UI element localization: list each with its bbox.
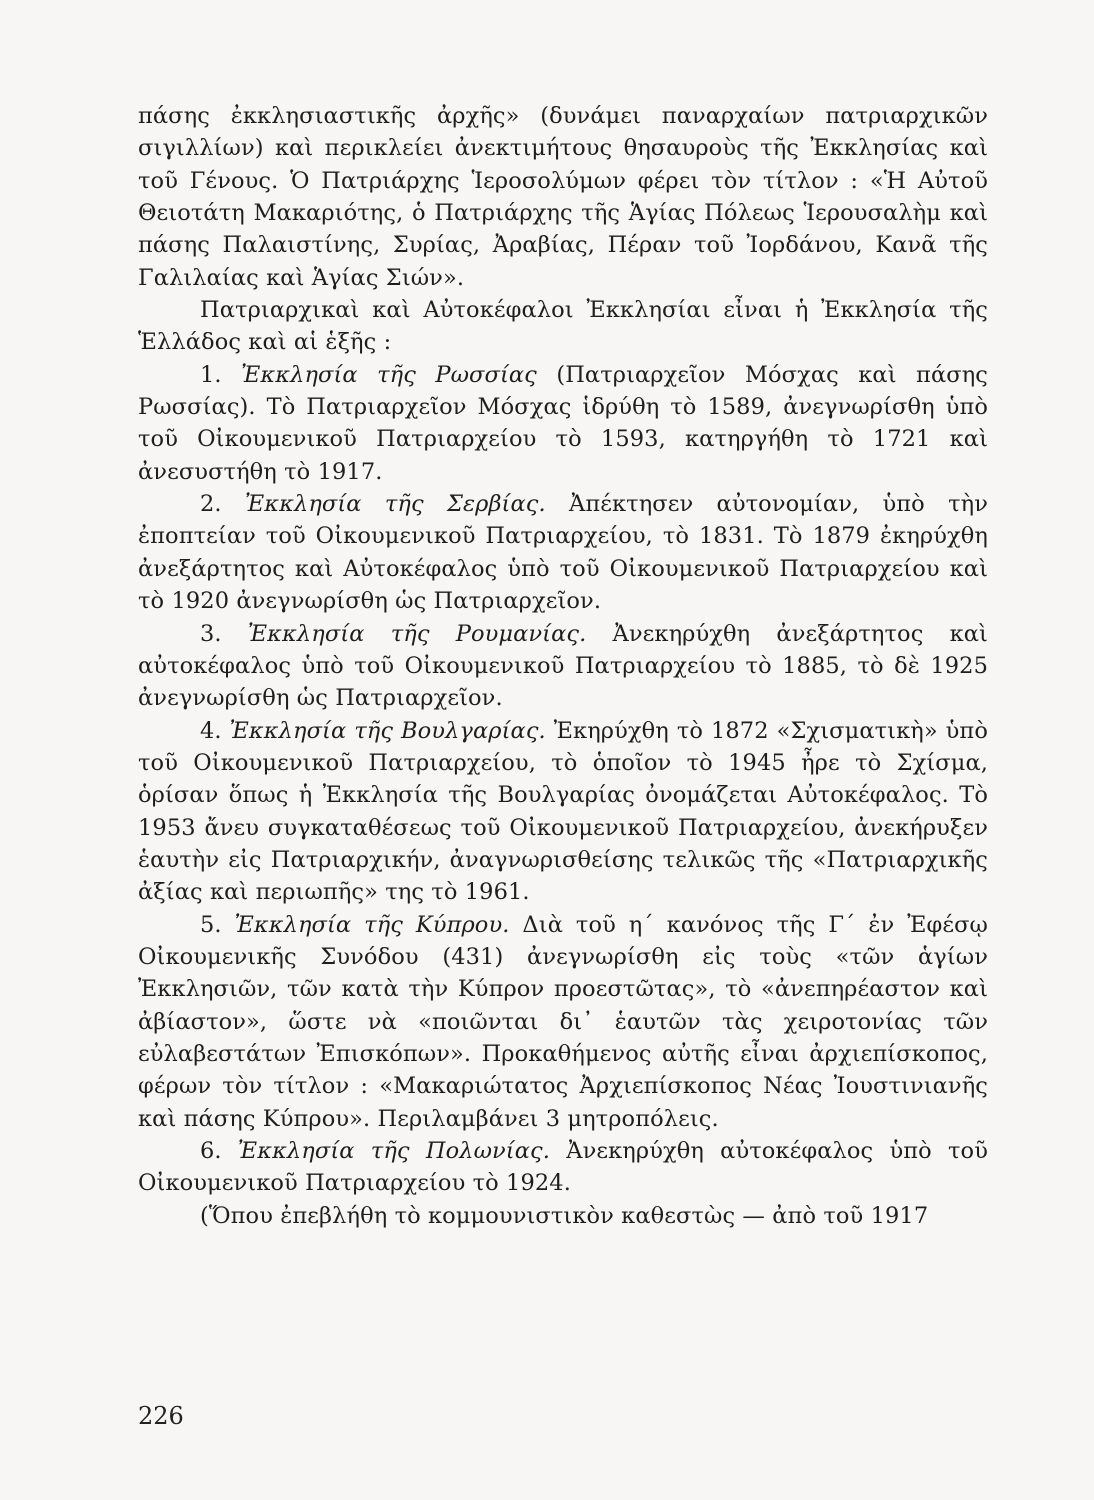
church-heading: Ἐκκλησία τῆς Βουλγαρίας. — [229, 717, 546, 744]
church-item-romania — [138, 618, 988, 715]
church-text: (Πατριαρχεῖον Μόσχας καὶ πάσης Ρωσσίας). Τὸ Πατριαρχεῖον Μόσχας ἱδρύθη τὸ 1589, ἀνεγνωρίσθη ὑπὸ τοῦ Οἰκουμενικοῦ Πατριαρχείου τὸ 1593, κατηργήθη τὸ 1721 καὶ ἀνεσυστήθη τὸ 1917. — [138, 361, 988, 485]
paragraph-closing: (Ὅπου ἐπεβλήθη τὸ κομμουνιστικὸν καθεστὼς — ἀπὸ τοῦ 1917 — [200, 1202, 929, 1229]
paragraph-autocephalous: Πατριαρχικαὶ καὶ Αὐτοκέφαλοι Ἐκκλησίαι εἶναι ἡ Ἐκκλησία τῆς Ἑλλάδος καὶ αἱ ἑξῆς : — [138, 297, 988, 356]
church-item-cyprus — [138, 909, 988, 1135]
church-text: Ἀνεκηρύχθη ἀνεξάρτητος καὶ αὐτοκέφαλος ὑπὸ τοῦ Οἰκουμενικοῦ Πατριαρχείου τὸ 1885, τὸ δὲ 1925 ἀνεγνωρίσθη ὡς Πατριαρχεῖον. — [138, 620, 988, 712]
church-text: Ἀπέκτησεν αὐτονομίαν, ὑπὸ τὴν ἐποπτείαν τοῦ Οἰκουμενικοῦ Πατριαρχείου, τὸ 1831. Τὸ 1879 ἐκηρύχθη ἀνεξάρτητος καὶ Αὐτοκέφαλος ὑπὸ τοῦ Οἰκουμενικοῦ Πατριαρχείου καὶ τὸ 1920 ἀνεγνωρίσθη ὡς Πατριαρχεῖον. — [138, 491, 988, 615]
church-text: Ἀνεκηρύχθη αὐτοκέφαλος ὑπὸ τοῦ Οἰκουμενικοῦ Πατριαρχείου τὸ 1924. — [138, 1138, 988, 1197]
church-item-russia — [138, 359, 988, 488]
church-text: Ἐκηρύχθη τὸ 1872 «Σχισματικὴ» ὑπὸ τοῦ Οἰκουμενικοῦ Πατριαρχείου, τὸ ὁποῖον τὸ 1945 ἦρε τὸ Σχίσμα, ὁρίσαν ὅπως ἡ Ἐκκλησία τῆς Βουλγαρίας ὀνομάζεται Αὐτοκέφαλος. Τὸ 1953 ἄνευ συγκαταθέσεως τοῦ Οἰκουμενικοῦ Πατριαρχείου, ἀνεκήρυξεν ἑαυτὴν εἰς Πατριαρχικήν, ἀναγνωρισθείσης τελικῶς τῆς «Πατριαρχικῆς ἀξίας καὶ περιωπῆς» της τὸ 1961. — [138, 717, 988, 906]
item-number: 6. — [200, 1138, 222, 1164]
item-number: 1. — [200, 361, 222, 388]
church-heading: Ἐκκλησία τῆς Ρωσσίας — [241, 361, 537, 388]
page-number: 226 — [138, 1402, 184, 1430]
church-item-serbia — [138, 488, 988, 617]
item-number: 4. — [200, 717, 222, 744]
item-number: 5. — [200, 911, 222, 938]
item-number: 2. — [200, 491, 222, 518]
church-heading: Ἐκκλησία τῆς Κύπρου. — [234, 911, 510, 938]
document-page — [138, 100, 988, 1232]
church-item-bulgaria — [138, 715, 988, 909]
church-heading: Ἐκκλησία τῆς Πολωνίας. — [237, 1138, 550, 1164]
church-heading: Ἐκκλησία τῆς Σερβίας. — [244, 491, 546, 518]
church-heading: Ἐκκλησία τῆς Ρουμανίας. — [247, 620, 587, 647]
church-item-poland — [138, 1135, 988, 1200]
church-text: Διὰ τοῦ η΄ κανόνος τῆς Γ΄ ἐν Ἐφέσῳ Οἰκουμενικῆς Συνόδου (431) ἀνεγνωρίσθη εἰς τοὺς «τῶν ἁγίων Ἐκκλησιῶν, τῶν κατὰ τὴν Κύπρον προεστῶτας», τὸ «ἀνεπηρέαστον καὶ ἀβίαστον», ὥστε νὰ «ποιῶνται δι᾽ ἑαυτῶν τὰς χειροτονίας τῶν εὐλαβεστάτων Ἐπισκόπων». Προκαθήμενος αὐτῆς εἶναι ἀρχιεπίσκοπος, φέρων τὸν τίτλον : «Μακαριώτατος Ἀρχιεπίσκοπος Νέας Ἰουστινιανῆς καὶ πάσης Κύπρου». Περιλαμβάνει 3 μητροπόλεις. — [138, 911, 989, 1132]
paragraph-intro: πάσης ἐκκλησιαστικῆς ἀρχῆς» (δυνάμει παναρχαίων πατριαρχικῶν σιγιλλίων) καὶ περικλείει ἀνεκτιμήτους θησαυροὺς τῆς Ἐκκλησίας καὶ τοῦ Γένους. Ὁ Πατριάρχης Ἱεροσολύμων φέρει τὸν τίτλον : «Ἡ Αὐτοῦ Θειοτάτη Μακαριότης, ὁ Πατριάρχης τῆς Ἁγίας Πόλεως Ἱερουσαλὴμ καὶ πάσης Παλαιστίνης, Συρίας, Ἀραβίας, Πέραν τοῦ Ἰορδάνου, Κανᾶ τῆς Γαλιλαίας καὶ Ἁγίας Σιών». — [138, 103, 988, 291]
item-number: 3. — [200, 620, 222, 647]
